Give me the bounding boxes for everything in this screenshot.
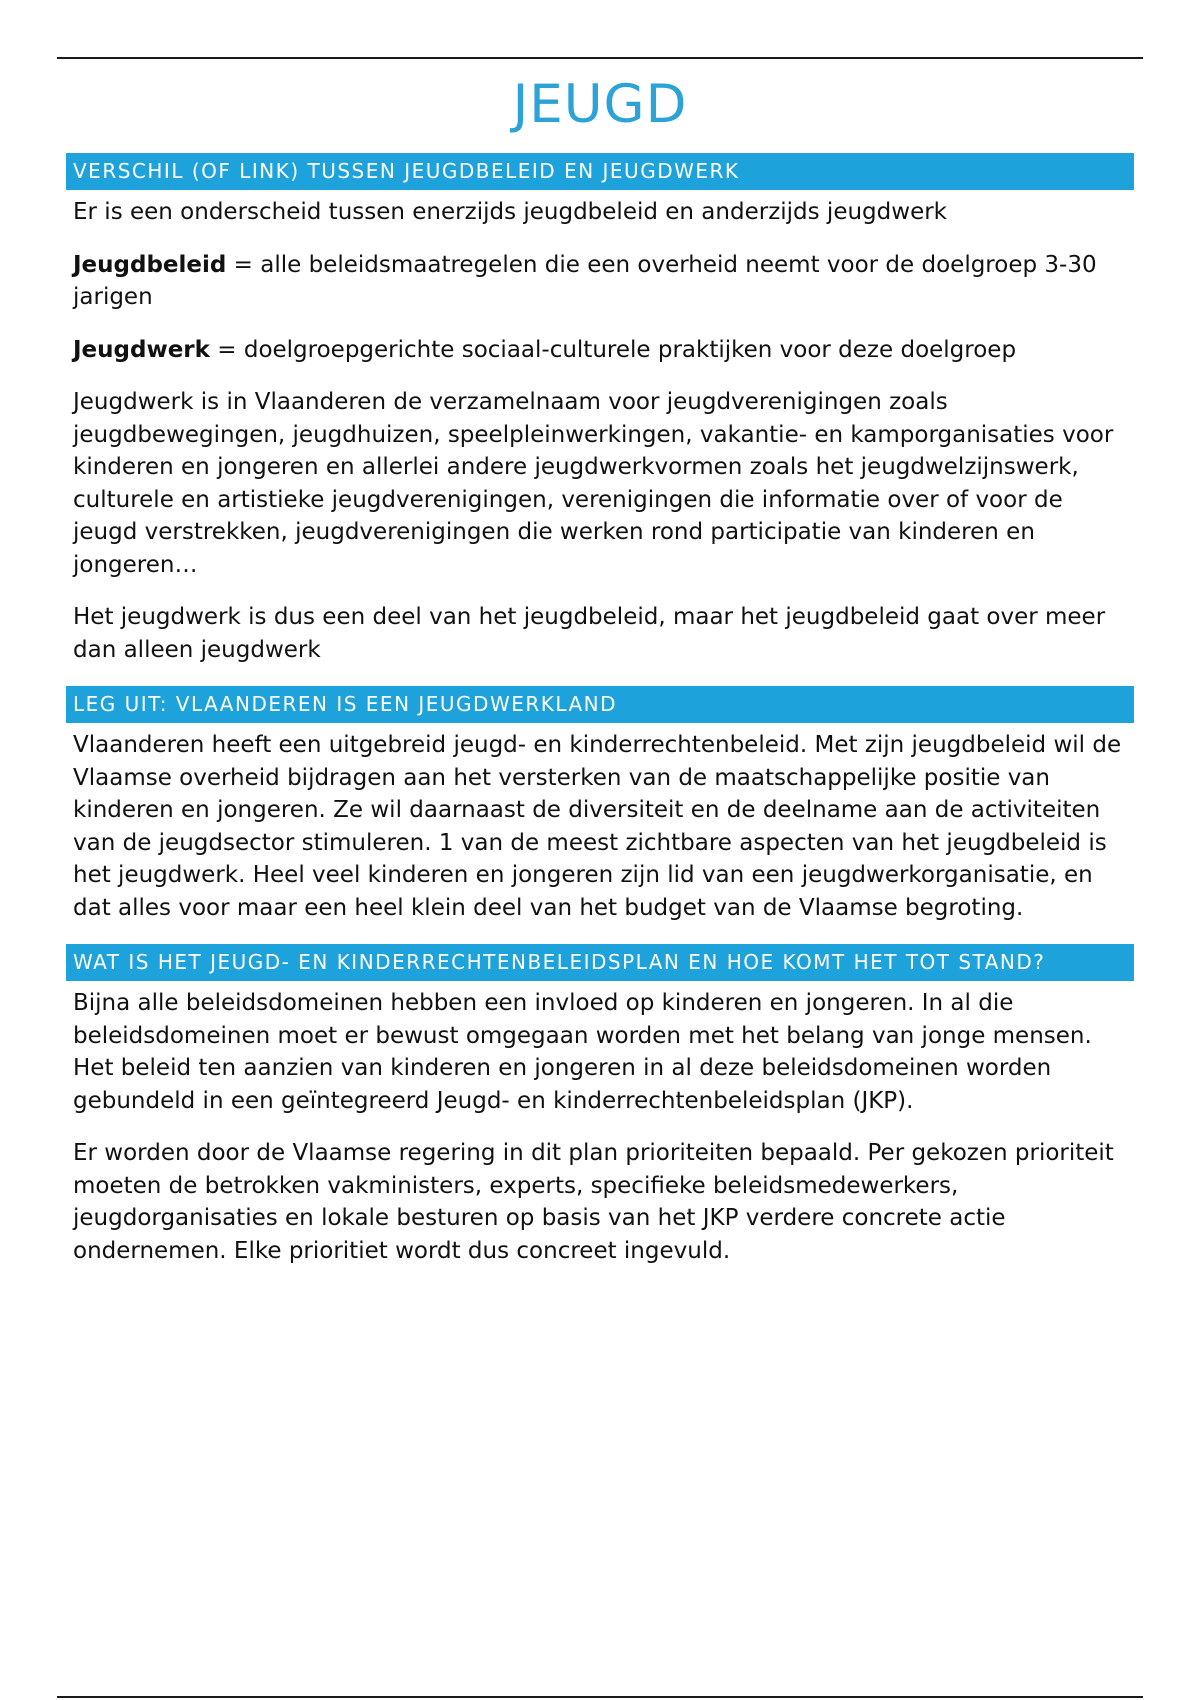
definition-text: = doelgroepgerichte sociaal-culturele praktijken voor deze doelgroep xyxy=(209,336,1017,363)
paragraph: Bijna alle beleidsdomeinen hebben een invloed op kinderen en jongeren. In al die beleidsdomeinen moet er bewust omgegaan worden met het belang van jonge mensen. Het beleid ten aanzien van kinderen en jongeren in al deze beleidsdomeinen worden gebundeld in een geïntegreerd Jeugd- en kinderrechtenbeleidsplan (JKP). xyxy=(73,990,1092,1114)
section-heading-verschil: VERSCHIL (OF LINK) TUSSEN JEUGDBELEID EN JEUGDWERK xyxy=(66,153,1134,190)
section-heading-jeugdwerkland: LEG UIT: VLAANDEREN IS EEN JEUGDWERKLAND xyxy=(66,686,1134,723)
paragraph: Jeugdwerk is in Vlaanderen de verzamelnaam voor jeugdverenigingen zoals jeugdbewegingen, jeugdhuizen, speelpleinwerkingen, vakantie- en kamporganisaties voor kinderen en jongeren en allerlei andere jeugdwerkvormen zoals het jeugdwelzijnswerk, culturele en artistieke jeugdverenigingen, verenigingen die informatie over of voor de jeugd verstrekken, jeugdverenigingen die werken rond participatie van kinderen en jongeren… xyxy=(73,389,1114,578)
definition-jeugdbeleid xyxy=(66,249,1134,314)
paragraph: Vlaanderen heeft een uitgebreid jeugd- en kinderrechtenbeleid. Met zijn jeugdbeleid wil de Vlaamse overheid bijdragen aan het versterken van de maatschappelijke positie van kinderen en jongeren. Ze wil daarnaast de diversiteit en de deelname aan de activiteiten van de jeugdsector stimuleren. 1 van de meest zichtbare aspecten van het jeugdbeleid is het jeugdwerk. Heel veel kinderen en jongeren zijn lid van een jeugdwerkorganisatie, en dat alles voor maar een heel klein deel van het budget van de Vlaamse begroting. xyxy=(73,732,1122,921)
section-heading-beleidsplan: WAT IS HET JEUGD- EN KINDERRECHTENBELEIDSPLAN EN HOE KOMT HET TOT STAND? xyxy=(66,944,1134,981)
definition-jeugdwerk xyxy=(66,334,1134,367)
bottom-rule xyxy=(57,1696,1143,1698)
top-rule xyxy=(57,57,1143,59)
document-body xyxy=(66,153,1134,1287)
definition-term: Jeugdbeleid xyxy=(73,251,227,278)
definition-text: = alle beleidsmaatregelen die een overheid neemt voor de doelgroep 3-30 jarigen xyxy=(73,251,1097,310)
page-title: JEUGD xyxy=(512,74,688,135)
paragraph: Het jeugdwerk is dus een deel van het jeugdbeleid, maar het jeugdbeleid gaat over meer dan alleen jeugdwerk xyxy=(73,604,1106,663)
section-intro: Er is een onderscheid tussen enerzijds jeugdbeleid en anderzijds jeugdwerk xyxy=(73,199,947,225)
paragraph: Er worden door de Vlaamse regering in dit plan prioriteiten bepaald. Per gekozen prioriteit moeten de betrokken vakministers, experts, specifieke beleidsmedewerkers, jeugdorganisaties en lokale besturen op basis van het JKP verdere concrete actie ondernemen. Elke prioritiet wordt dus concreet ingevuld. xyxy=(73,1140,1114,1264)
definition-term: Jeugdwerk xyxy=(73,336,210,363)
